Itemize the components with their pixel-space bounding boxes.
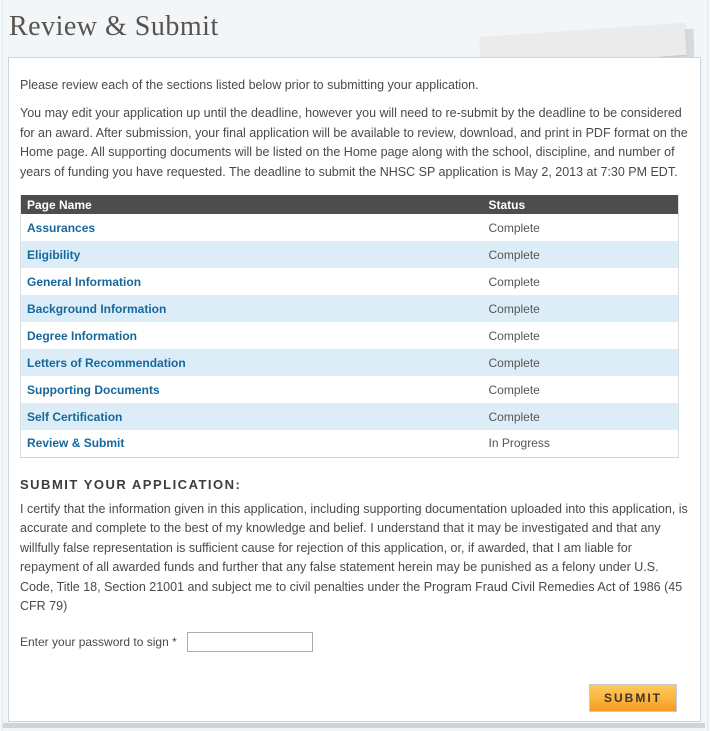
password-row bbox=[20, 632, 689, 652]
page-title: Review & Submit bbox=[9, 11, 219, 42]
status-value: Complete bbox=[483, 322, 679, 349]
page-link-self-certification[interactable]: Self Certification bbox=[27, 409, 123, 424]
column-header-page-name: Page Name bbox=[21, 195, 483, 214]
status-value: Complete bbox=[483, 214, 679, 241]
table-row bbox=[21, 403, 679, 430]
table-row bbox=[21, 322, 679, 349]
column-header-status: Status bbox=[483, 195, 679, 214]
status-value: In Progress bbox=[483, 430, 679, 457]
page-link-general-information[interactable]: General Information bbox=[27, 274, 142, 289]
page-link-degree-information[interactable]: Degree Information bbox=[27, 328, 138, 343]
section-status-table bbox=[20, 195, 679, 458]
button-row bbox=[589, 684, 677, 712]
status-value: Complete bbox=[483, 241, 679, 268]
table-row bbox=[21, 241, 679, 268]
status-value: Complete bbox=[483, 403, 679, 430]
table-row bbox=[21, 430, 679, 457]
status-value: Complete bbox=[483, 295, 679, 322]
page-link-review-submit[interactable]: Review & Submit bbox=[27, 436, 125, 451]
status-value: Complete bbox=[483, 349, 679, 376]
submit-button[interactable]: SUBMIT bbox=[589, 684, 677, 712]
table-header-row bbox=[21, 195, 679, 214]
password-input[interactable] bbox=[187, 632, 313, 652]
table-row bbox=[21, 268, 679, 295]
page-link-supporting-documents[interactable]: Supporting Documents bbox=[27, 382, 160, 397]
panel-bottom-shadow bbox=[3, 723, 705, 728]
certification-text: I certify that the information given in this application, including supporting documentation uploaded into this application, is accurate and complete to the best of my knowledge and belief. I understand that it may be investigated and that any willfully false representation is sufficient cause for rejection of this application, or, if awarded, that I am liable for repayment of all awarded funds and further that any false statement herein may be punished as a felony under U.S. Code, Title 18, Section 21001 and subject me to civil penalties under the Program Fraud Civil Remedies Act of 1986 (45 CFR 79) bbox=[20, 501, 688, 613]
review-submit-panel bbox=[8, 57, 701, 722]
page-link-letters-of-recommendation[interactable]: Letters of Recommendation bbox=[27, 355, 186, 370]
status-value: Complete bbox=[483, 268, 679, 295]
intro-paragraph-1: Please review each of the sections listed below prior to submitting your application. bbox=[20, 78, 479, 92]
page-link-eligibility[interactable]: Eligibility bbox=[27, 247, 81, 262]
page-link-assurances[interactable]: Assurances bbox=[27, 220, 96, 235]
intro-paragraph-2: You may edit your application up until the deadline, however you will need to re-submit by the deadline to be considered for an award. After submission, your final application will be available to review, download, and print in PDF format on the Home page. All supporting documents will be listed on the Home page along with the school, discipline, and number of years of funding you have requested. The deadline to submit the NHSC SP application is May 2, 2013 at 7:30 PM EDT. bbox=[20, 106, 688, 179]
password-label: Enter your password to sign * bbox=[20, 634, 177, 649]
table-row bbox=[21, 376, 679, 403]
page-link-background-information[interactable]: Background Information bbox=[27, 301, 167, 316]
submit-section-heading: SUBMIT YOUR APPLICATION: bbox=[20, 476, 242, 492]
table-row bbox=[21, 295, 679, 322]
table-row bbox=[21, 349, 679, 376]
status-value: Complete bbox=[483, 376, 679, 403]
table-row bbox=[21, 214, 679, 241]
